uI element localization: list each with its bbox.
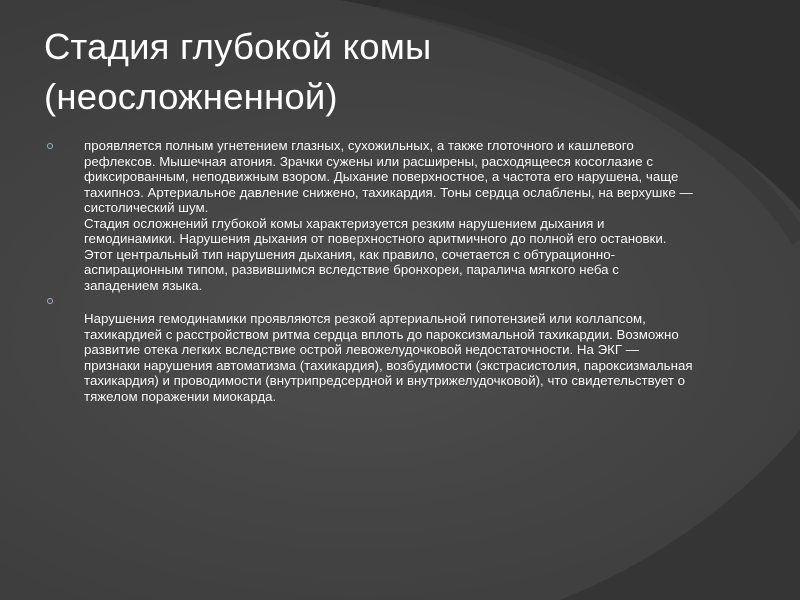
bullet-text-2 — [84, 297, 697, 404]
background-arc-bottom — [560, 430, 800, 600]
bullet-1-paragraph-1: проявляется полным угнетением глазных, сухожильных, а также глоточного и кашлевого рефлексов. Мышечная атония. Зрачки сужены или расширены, расходящееся косоглазие с фиксированным, неподвижным взором. Дыхание поверхностное, а частота его нарушена, чаще тахипноэ. Артериальное давление снижено, тахикардия. Тоны сердца ослаблены, на верхушке — систолический шум. — [84, 138, 693, 215]
bullet-1-paragraph-2: Стадия осложнений глубокой комы характеризуется резким нарушением дыхания и гемодинамики. Нарушения дыхания от поверхностного аритмичного до полной его остановки. Этот центральный тип нарушения дыхания, как правило, сочетается с обтурационно-аспирационным типом, развившимся вследствие бронхореи, паралича мягкого неба с западением языка. — [84, 215, 667, 293]
bullet-text-1 — [84, 138, 697, 293]
slide-body — [47, 138, 697, 404]
bullet-2-paragraph-1: Нарушения гемодинамики проявляются резкой артериальной гипотензией или коллапсом, тахикардией с расстройством ритма сердца вплоть до пароксизмальной тахикардии. Возможно развитие отека легких вследствие острой левожелудочковой недостаточности. На ЭКГ — признаки нарушения автоматизма (тахикардия), возбудимости (экстрасистолия, пароксизмальная тахикардия) и проводимости (внутрипредсердной и внутрижелудочковой), что свидетельствует о тяжелом поражении миокарда. — [84, 311, 693, 404]
circle-bullet-icon — [47, 143, 53, 149]
circle-bullet-icon — [47, 298, 53, 304]
slide-title-line-1: Стадия глубокой комы — [44, 26, 432, 67]
slide-title — [44, 22, 744, 122]
slide-title-line-2: (неосложненной) — [44, 76, 338, 117]
bullet-item-2 — [47, 297, 697, 404]
bullet-item-1 — [47, 138, 697, 293]
